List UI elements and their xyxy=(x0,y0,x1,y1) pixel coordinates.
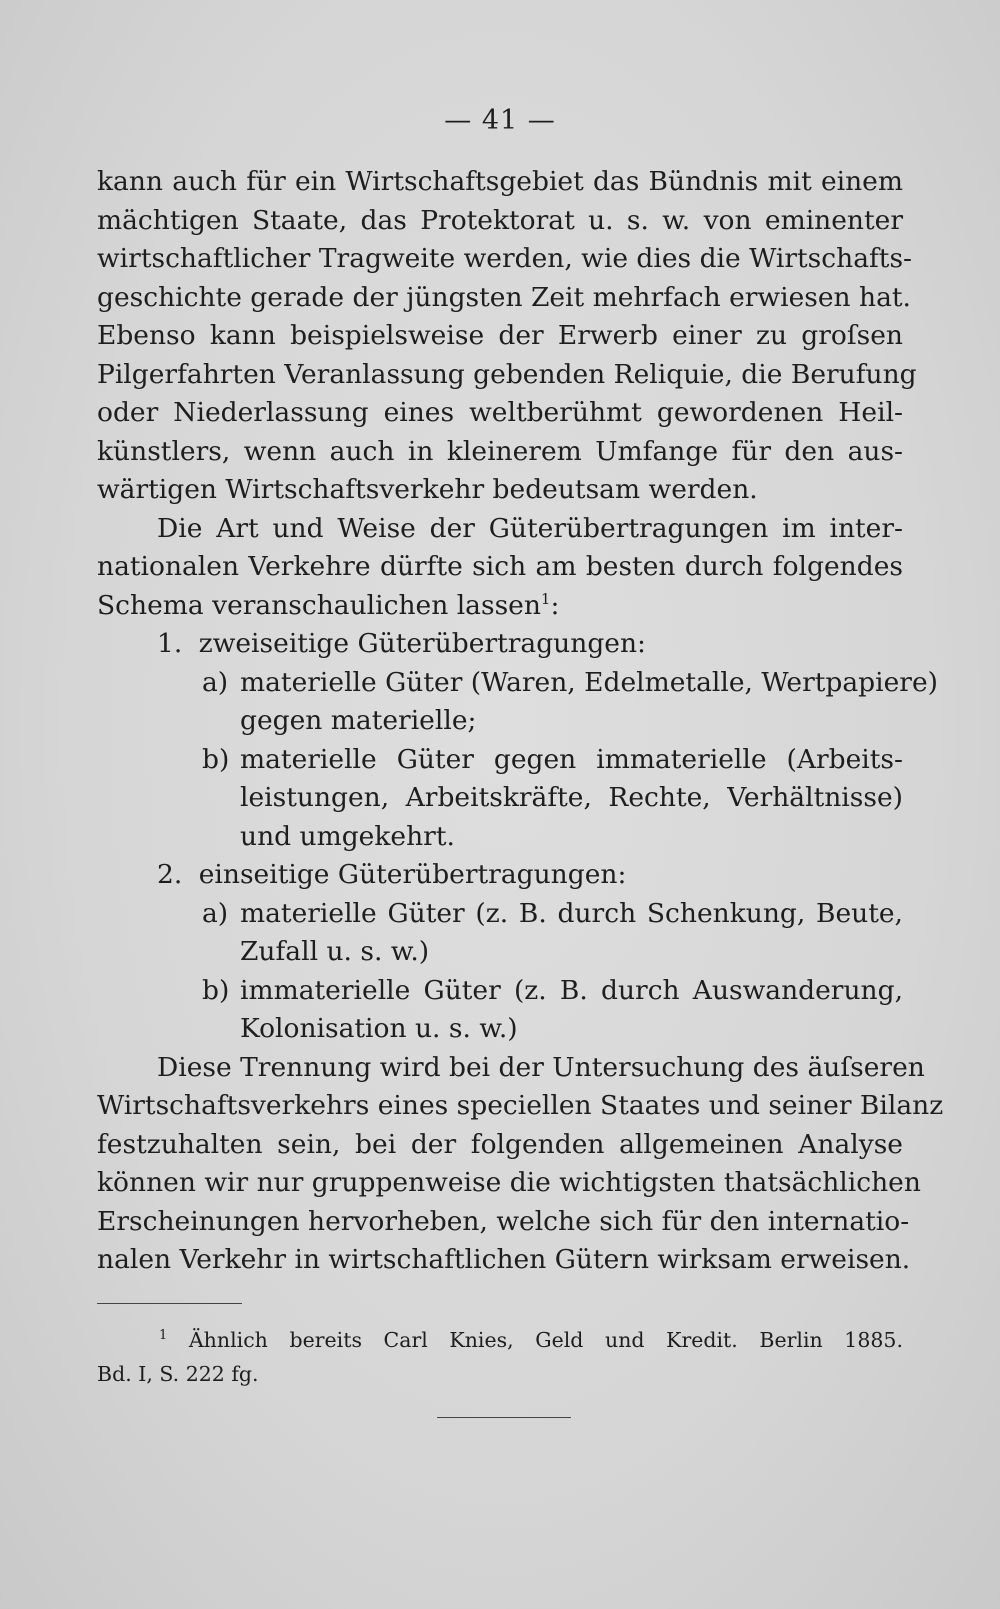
schema-item-1b xyxy=(97,741,903,857)
text-line: Kolonisation u. s. w.) xyxy=(240,1013,518,1044)
footnote-line xyxy=(97,1323,903,1357)
list-marker: 1. xyxy=(157,628,183,659)
schema-item-2b xyxy=(97,972,903,1049)
list-marker: b) xyxy=(202,743,230,775)
footnote-reference: 1 xyxy=(540,589,551,608)
text-span: Schema veranschaulichen lassen xyxy=(97,589,541,621)
footnote-text: Ähnlich bereits Carl Knies, Geld und Kredit. Berlin 1885. xyxy=(188,1328,903,1352)
list-text: immaterielle Güter (z. B. durch Auswanderung, xyxy=(240,974,903,1006)
list-marker: b) xyxy=(202,974,230,1006)
text-line: Ebenso kann beispielsweise der Erwerb einer zu groſsen xyxy=(97,320,903,351)
schema-list xyxy=(97,625,938,1049)
footnote-divider xyxy=(97,1303,242,1304)
paragraph-1 xyxy=(97,163,917,510)
list-marker: a) xyxy=(202,897,229,929)
text-line: können wir nur gruppenweise die wichtigsten thatsächlichen xyxy=(97,1167,921,1198)
text-line: geschichte gerade der jüngsten Zeit mehrfach erwiesen hat. xyxy=(97,281,911,313)
text-line: Pilgerfahrten Veranlassung gebenden Reliquie, die Berufung xyxy=(97,358,917,390)
paragraph-3 xyxy=(97,1049,944,1280)
text-line: oder Niederlassung eines weltberühmt gewordenen Heil- xyxy=(97,397,903,428)
footnote-marker: 1 xyxy=(159,1328,168,1344)
schema-item-2 xyxy=(97,856,903,895)
list-text: materielle Güter (z. B. durch Schenkung, Beute, xyxy=(240,897,903,929)
footnote xyxy=(97,1323,903,1391)
schema-item-2a xyxy=(97,895,903,972)
footnote-line: Bd. I, S. 222 fg. xyxy=(97,1362,259,1386)
text-line: und umgekehrt. xyxy=(240,820,455,852)
text-line: Die Art und Weise der Güterübertragungen im inter- xyxy=(157,512,903,544)
text-line: wärtigen Wirtschaftsverkehr bedeutsam werden. xyxy=(97,474,758,505)
list-text: materielle Güter gegen immaterielle (Arbeits- xyxy=(240,743,903,775)
text-line xyxy=(97,895,903,934)
text-line xyxy=(97,972,903,1011)
body-text xyxy=(97,163,944,1280)
schema-item-1 xyxy=(97,625,903,664)
text-line: gegen materielle; xyxy=(240,705,477,736)
paragraph-2 xyxy=(97,510,903,626)
text-line: Zufall u. s. w.) xyxy=(240,936,430,967)
list-marker: a) xyxy=(202,666,229,698)
page-number: — 41 — xyxy=(444,105,556,136)
text-span: : xyxy=(550,589,560,621)
list-label: einseitige Güterübertragungen: xyxy=(198,859,627,890)
text-line: Erscheinungen hervorheben, welche sich für den internatio- xyxy=(97,1205,910,1237)
text-line: wirtschaftlicher Tragweite werden, wie dies die Wirtschafts- xyxy=(97,243,913,274)
text-line: nalen Verkehr in wirtschaftlichen Gütern wirksam erweisen. xyxy=(97,1244,911,1275)
text-line: Wirtschaftsverkehrs eines speciellen Staates und seiner Bilanz xyxy=(97,1090,944,1121)
list-text: materielle Güter (Waren, Edelmetalle, Wertpapiere) xyxy=(240,666,938,698)
text-line xyxy=(97,741,903,780)
text-line: kann auch für ein Wirtschaftsgebiet das Bündnis mit einem xyxy=(97,166,903,197)
end-divider xyxy=(437,1417,571,1418)
schema-item-1a xyxy=(97,664,938,741)
list-label: zweiseitige Güterübertragungen: xyxy=(198,628,646,659)
list-marker: 2. xyxy=(157,859,183,890)
text-line: künstlers, wenn auch in kleinerem Umfange für den aus- xyxy=(97,435,903,467)
text-line xyxy=(97,664,938,703)
text-line: leistungen, Arbeitskräfte, Rechte, Verhältnisse) xyxy=(240,782,903,813)
text-line: mächtigen Staate, das Protektorat u. s. w. von eminenter xyxy=(97,204,903,236)
text-line: Diese Trennung wird bei der Untersuchung des äuſseren xyxy=(157,1051,925,1083)
text-line xyxy=(97,587,903,626)
text-line: festzuhalten sein, bei der folgenden allgemeinen Analyse xyxy=(97,1128,903,1160)
text-line: nationalen Verkehre dürfte sich am besten durch folgendes xyxy=(97,551,903,582)
